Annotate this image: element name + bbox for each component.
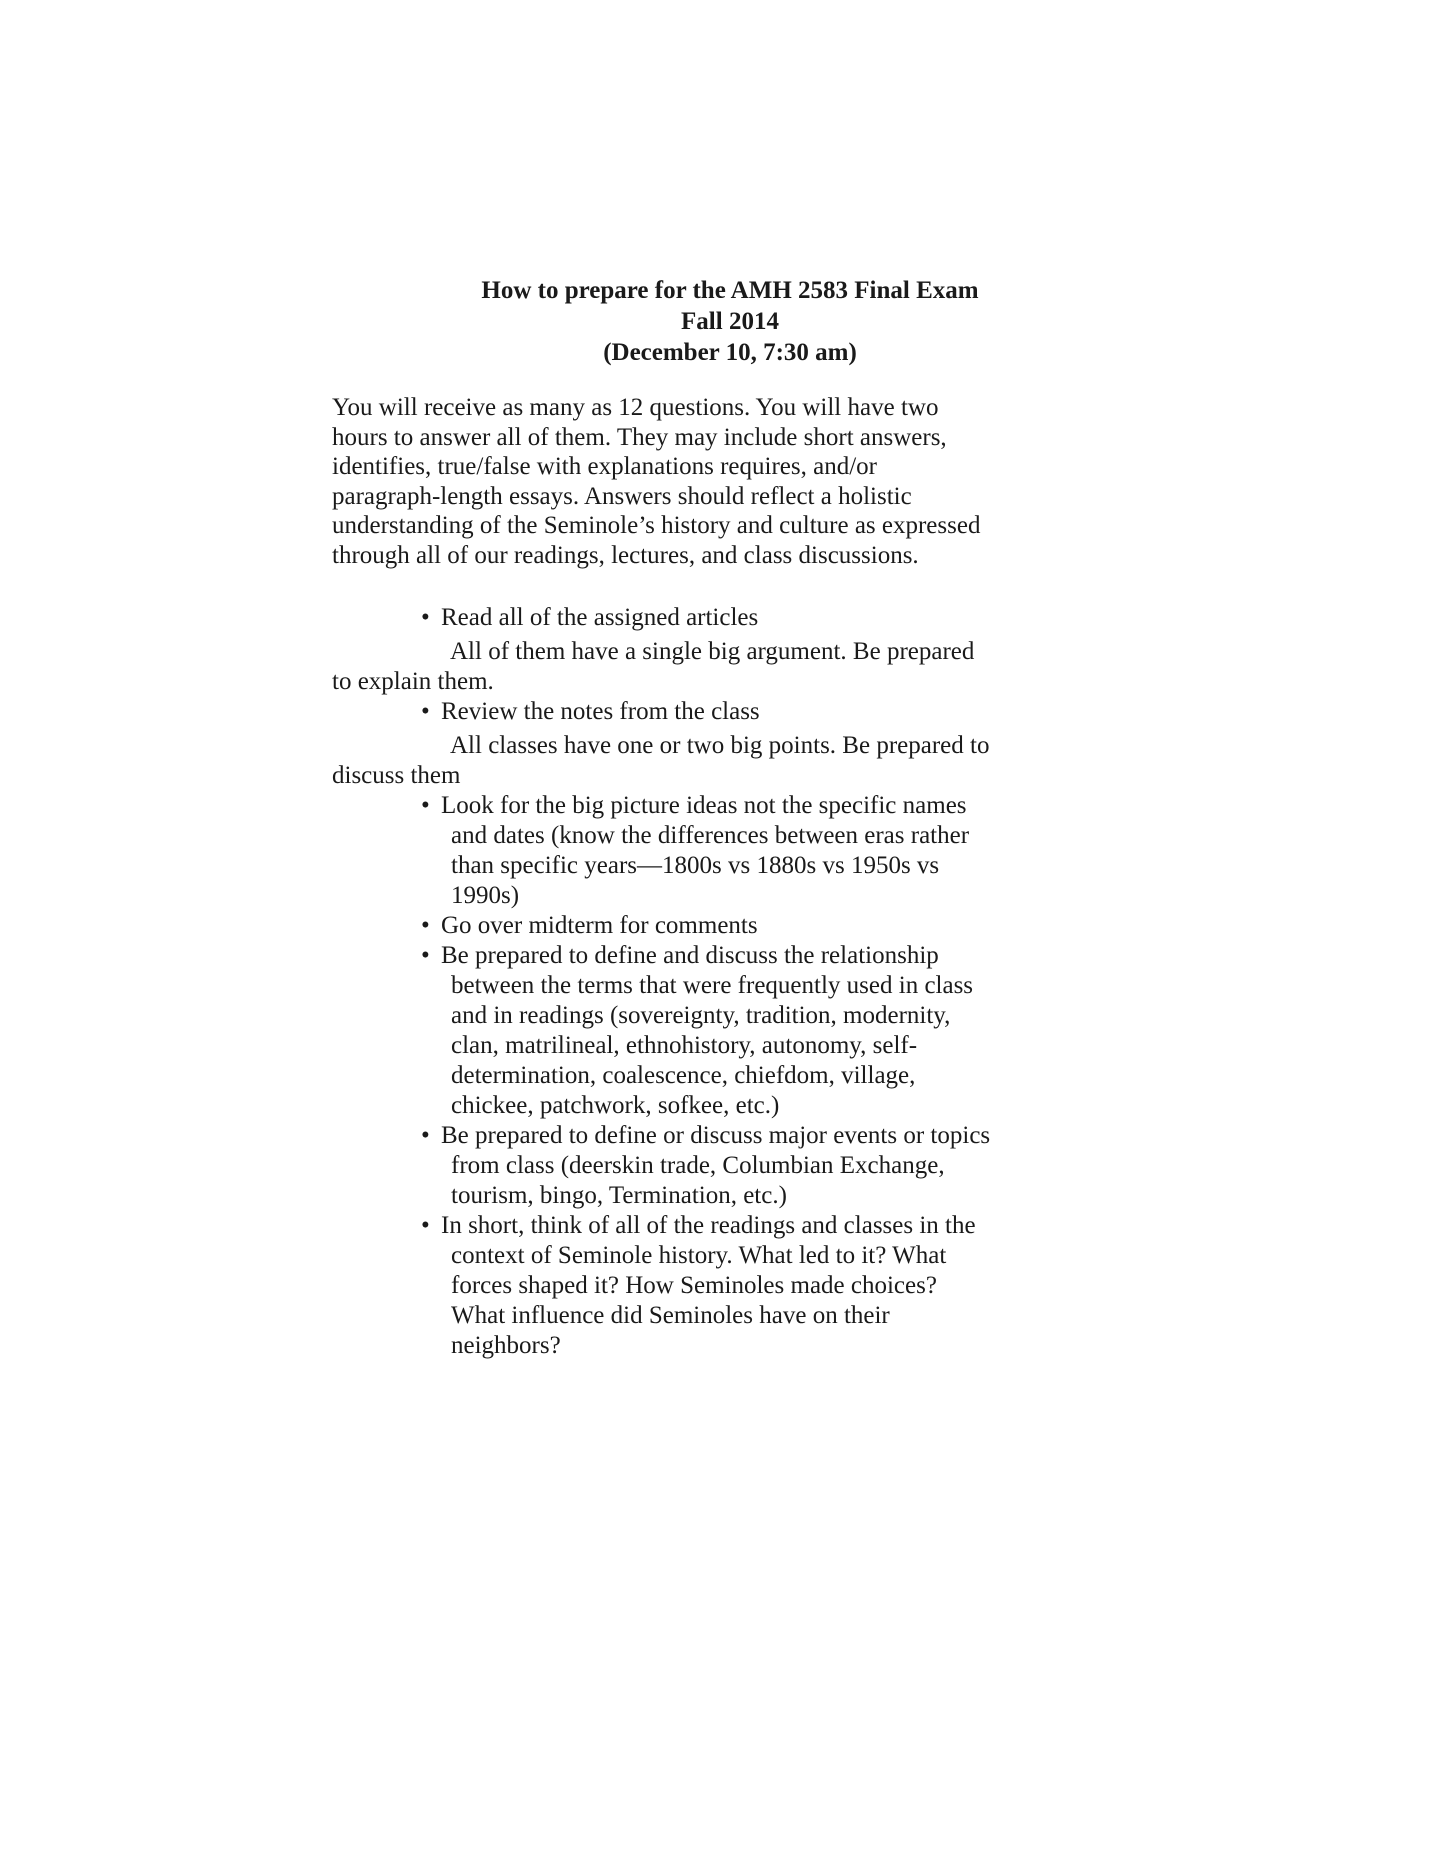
- bullet-item-midterm: [332, 911, 1152, 941]
- bullet-continuation: context of Seminole history. What led to it? What: [451, 1242, 947, 1269]
- intro-paragraph: [332, 393, 1132, 571]
- intro-line: identifies, true/false with explanations requires, and/or: [332, 453, 877, 481]
- intro-line: through all of our readings, lectures, and class discussions.: [332, 541, 919, 569]
- intro-line: paragraph-length essays. Answers should reflect a holistic: [332, 482, 912, 510]
- bullet-icon: •: [421, 912, 430, 939]
- bullet-icon: •: [421, 604, 430, 631]
- bullet-continuation: tourism, bingo, Termination, etc.): [451, 1182, 787, 1209]
- bullet-continuation: and in readings (sovereignty, tradition, modernity,: [451, 1002, 951, 1029]
- bullet-text: Be prepared to define and discuss the relationship: [441, 942, 939, 969]
- bullet-icon: •: [421, 698, 430, 725]
- bullet-continuation: from class (deerskin trade, Columbian Exchange,: [451, 1152, 945, 1179]
- bullet-item-events: [332, 1121, 1152, 1151]
- intro-line: hours to answer all of them. They may include short answers,: [332, 423, 947, 451]
- bullet-item-in-short: [332, 1211, 1152, 1241]
- bullet-continuation: between the terms that were frequently used in class: [451, 972, 974, 999]
- bullet-continuation: determination, coalescence, chiefdom, village,: [451, 1062, 916, 1089]
- bullet-icon: •: [421, 792, 430, 819]
- bullet-continuation: What influence did Seminoles have on their: [451, 1302, 890, 1329]
- bullet-text: Read all of the assigned articles: [441, 604, 759, 631]
- bullet-continuation: forces shaped it? How Seminoles made choices?: [451, 1272, 937, 1299]
- bullet-continuation: chickee, patchwork, sofkee, etc.): [451, 1092, 780, 1119]
- title-line-3: (December 10, 7:30 am): [603, 339, 857, 366]
- bullet-continuation: and dates (know the differences between eras rather: [451, 822, 970, 849]
- bullet-text: Review the notes from the class: [441, 698, 760, 725]
- bullet-icon: •: [421, 1122, 430, 1149]
- bullet-continuation: than specific years—1800s vs 1880s vs 1950s vs: [451, 852, 940, 879]
- bullet-text: Look for the big picture ideas not the specific names: [441, 792, 967, 819]
- bullet-note: All of them have a single big argument. Be prepared: [450, 638, 975, 665]
- bullet-note-continuation: to explain them.: [332, 668, 494, 695]
- bullet-text: Be prepared to define or discuss major events or topics: [441, 1122, 991, 1149]
- bullet-item-big-picture: [332, 791, 1152, 821]
- bullet-continuation: clan, matrilineal, ethnohistory, autonomy, self-: [451, 1032, 918, 1059]
- intro-line: You will receive as many as 12 questions. You will have two: [332, 394, 939, 421]
- bullet-icon: •: [421, 1212, 430, 1239]
- bullet-item-terms: [332, 941, 1152, 971]
- bullet-continuation: neighbors?: [451, 1332, 561, 1359]
- bullet-item-notes: [332, 697, 1152, 727]
- bullet-text: In short, think of all of the readings and classes in the: [441, 1212, 976, 1239]
- bullet-note: All classes have one or two big points. Be prepared to: [450, 732, 990, 759]
- title-line-2: Fall 2014: [681, 308, 779, 335]
- bullet-note-continuation: discuss them: [332, 762, 461, 789]
- bullet-continuation: 1990s): [451, 882, 520, 909]
- bullet-item-articles: [332, 603, 1152, 633]
- intro-line: understanding of the Seminole’s history and culture as expressed: [332, 512, 981, 540]
- bullet-text: Go over midterm for comments: [441, 912, 758, 939]
- bullet-list: [332, 603, 1152, 1361]
- title-line-1: How to prepare for the AMH 2583 Final Exam: [481, 277, 979, 304]
- document-title: [330, 275, 1130, 368]
- bullet-icon: •: [421, 942, 430, 969]
